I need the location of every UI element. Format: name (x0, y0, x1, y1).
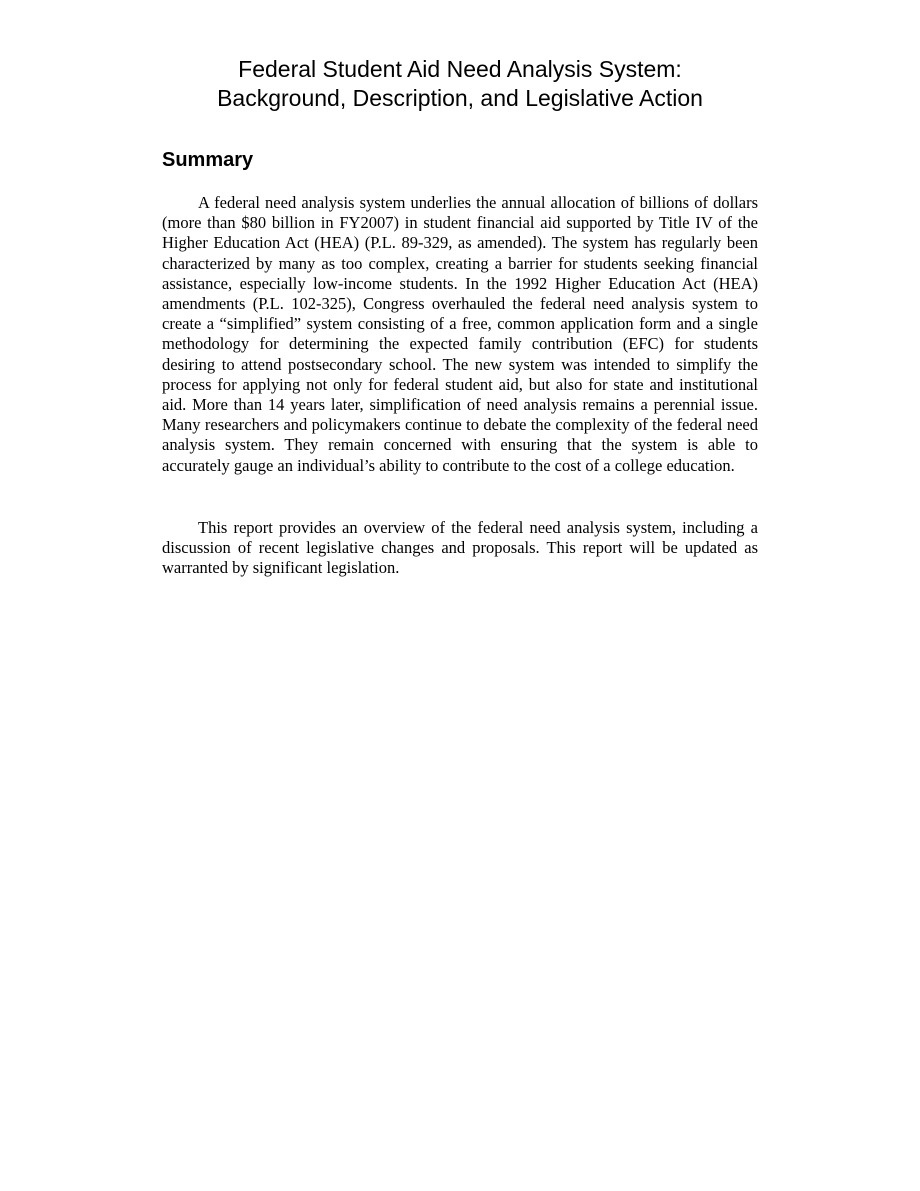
report-title-line-1: Federal Student Aid Need Analysis System: (238, 56, 682, 82)
report-title-line-2: Background, Description, and Legislative Action (217, 85, 703, 111)
summary-paragraph-1: A federal need analysis system underlies the annual allocation of billions of dollars (more than $80 billion in FY2007) in student financial aid supported by Title IV of the Higher Education Act (HEA) (P.L. 89-329, as amended). The system has regularly been characterized by many as too complex, creating a barrier for students seeking financial assistance, especially low-income students. In the 1992 Higher Education Act (HEA) amendments (P.L. 102-325), Congress overhauled the federal need analysis system to create a “simplified” system consisting of a free, common application form and a single methodology for determining the expected family contribution (EFC) for students desiring to attend postsecondary school. The new system was intended to simplify the process for applying not only for federal student aid, but also for state and institutional aid. More than 14 years later, simplification of need analysis remains a perennial issue. Many researchers and policymakers continue to debate the complexity of the federal need analysis system. They remain concerned with ensuring that the system is able to accurately gauge an individual’s ability to contribute to the cost of a college education. (162, 193, 758, 475)
report-title (150, 55, 770, 113)
summary-heading: Summary (162, 149, 254, 171)
summary-paragraph-2: This report provides an overview of the federal need analysis system, including a discussion of recent legislative changes and proposals. This report will be updated as warranted by significant legislation. (162, 518, 758, 578)
